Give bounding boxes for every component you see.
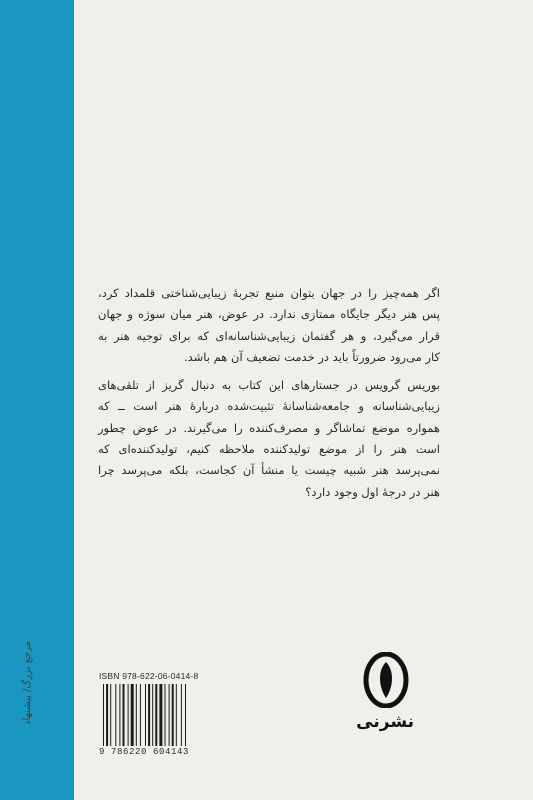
blurb-paragraph-1 — [98, 283, 440, 368]
blurb-line: کار می‌رود ضرورتاً باید در خدمت تضعیف آن هم باشد. — [183, 349, 440, 364]
blurb-line: همواره موضع تماشاگر و مصرف‌کننده را می‌گیرند. در عوض چطور — [98, 420, 440, 435]
back-cover-blurb — [98, 283, 440, 503]
blurb-line: زیبایی‌شناسانه و جامعه‌شناسانهٔ تثبیت‌شده دربارهٔ هنر است ــ که — [98, 399, 440, 414]
blurb-line: است هنر را از موضع تولیدکننده ملاحظه کنیم، تولیدکننده‌ای که — [98, 442, 440, 457]
blurb-line: هنر در درجهٔ اول وجود دارد؟ — [305, 484, 440, 499]
nashr-ney-leaf-icon — [363, 652, 409, 708]
blurb-line: نمی‌پرسد هنر شبیه چیست یا منشأ آن کجاست، بلکه می‌پرسد چرا — [98, 463, 440, 478]
isbn-digits: 9 786220 604143 — [99, 747, 190, 757]
blurb-line: اگر همه‌چیز را در جهان بتوان منبع تجربهٔ زیبایی‌شناختی قلمداد کرد، — [98, 286, 440, 300]
publisher-name: نشرنی — [356, 712, 414, 732]
blurb-line: قرار می‌گیرد، و هر گفتمان زیبایی‌شناسانه‌ای که برای توجیه هنر به — [98, 328, 440, 343]
blurb-line: بوریس گرویس در جستارهای این کتاب به دنبال گریز از تلقی‌های — [98, 378, 440, 393]
blurb-paragraph-2 — [98, 375, 440, 503]
barcode-graphic — [102, 684, 206, 746]
isbn-label: ISBN 978-622-06-0414-8 — [99, 671, 199, 681]
spine-handwritten-note: مرجع بزرگ/ پیشنهاد — [22, 640, 33, 725]
isbn-barcode-block — [99, 671, 207, 761]
publisher-logo — [358, 652, 414, 740]
blurb-line: پس هنر دیگر جایگاه ممتازی ندارد. در عوض، هنر میان سوژه و جهان — [98, 307, 440, 322]
